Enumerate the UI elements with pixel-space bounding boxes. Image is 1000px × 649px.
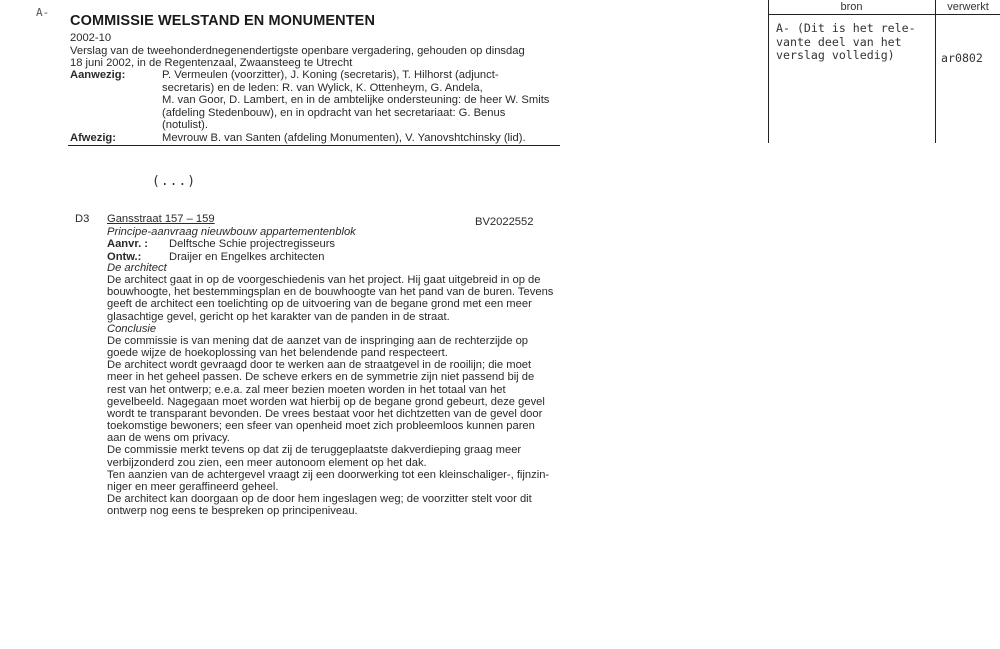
body-line: De commissie is van mening dat de aanzet van de inspringing aan de rechterzijde op	[107, 334, 529, 347]
applicant-label: Aanvr. :	[107, 238, 149, 250]
architect-heading: De architect	[107, 262, 167, 274]
item-address: Gansstraat 157 – 159	[107, 213, 215, 225]
omission-ellipsis: (...)	[152, 174, 197, 189]
body-line: aan de wens om privacy.	[107, 432, 230, 445]
present-line: M. van Goor, D. Lambert, en in de ambtelijke ondersteuning: de heer W. Smits	[162, 94, 550, 106]
source-note-line: vante deel van het	[776, 34, 902, 49]
column-header-processed: verwerkt	[947, 1, 989, 13]
intro-line-1: Verslag van de tweehonderdnegenendertigste openbare vergadering, gehouden op dinsdag	[70, 45, 525, 57]
body-line: glasachtige gevel, gericht op het karakter van de panden in de straat.	[107, 310, 450, 323]
source-box-header-rule	[768, 14, 1000, 15]
designer-value: Draijer en Engelkes architecten	[169, 250, 325, 263]
body-line: wordt te transparant bevonden. De vrees bestaat voor het dichtzetten van de gevel door	[107, 407, 543, 420]
margin-mark: A-	[36, 6, 50, 19]
body-line: bouwhoogte, het bestemmingsplan en de bouwhoogte van het pand van de buren. Tevens	[107, 286, 554, 299]
source-box-left-border	[768, 0, 769, 143]
source-note-line: A- (Dit is het rele-	[776, 21, 916, 35]
body-line: gevelbeeld. Nagegaan moet worden wat hierbij op de begane grond gebeurt, deze gevel	[107, 395, 545, 408]
body-line: Ten aanzien van de achtergevel vraagt zij een doorwerking tot een kleinschaliger-, fijnzin-	[107, 468, 550, 481]
present-line: (notulist).	[162, 119, 209, 131]
body-line: De architect gaat in op de voorgeschiedenis van het project. Hij gaat uitgebreid in op de	[107, 274, 541, 287]
body-line: niger en meer geraffineerd geheel.	[107, 480, 279, 493]
body-line: De commissie merkt tevens op dat zij de teruggeplaatste dakverdieping graag meer	[107, 444, 522, 457]
item-body	[107, 262, 553, 517]
body-line: rest van het ontwerp; e.e.a. zal meer bezien moeten worden in het totaal van het	[107, 383, 506, 396]
conclusion-heading: Conclusie	[107, 322, 157, 335]
header-divider	[68, 145, 560, 146]
absent-label: Afwezig:	[70, 131, 116, 144]
body-line: meer in het geheel passen. De scheve erkers en de symmetrie zijn niet passend bij de	[107, 371, 535, 384]
body-line: goede wijze de hoekoplossing van het belendende pand respecteert.	[107, 347, 448, 360]
body-line: toekomstige bewoners; een sfeer van openheid moet zich probleemloos kunnen paren	[107, 420, 535, 433]
body-line: verbijzonderd zou zien, een meer autonoom element op het dak.	[107, 456, 427, 469]
source-box-divider	[935, 0, 936, 143]
present-line: P. Vermeulen (voorzitter), J. Koning (secretaris), T. Hilhorst (adjunct-	[162, 69, 499, 81]
designer-label: Ontw.:	[107, 250, 142, 263]
column-header-source: bron	[840, 1, 863, 13]
item-subtitle: Principe-aanvraag nieuwbouw appartementenblok	[107, 225, 356, 238]
intro-line-2: 18 juni 2002, in de Regentenzaal, Zwaansteeg te Utrecht	[70, 57, 353, 69]
item-reference: BV2022552	[475, 216, 534, 228]
source-note-line: verslag volledig)	[776, 48, 895, 62]
processed-code: ar0802	[941, 51, 983, 65]
body-line: De architect wordt gevraagd door te werken aan de straatgevel in de rooilijn; die moet	[107, 359, 532, 372]
document-title: COMMISSIE WELSTAND EN MONUMENTEN	[70, 13, 376, 29]
body-line: De architect kan doorgaan op de door hem ingeslagen weg; de voorzitter stelt voor dit	[107, 492, 532, 505]
item-code: D3	[75, 213, 90, 225]
present-label: Aanwezig:	[70, 69, 126, 81]
absent-text: Mevrouw B. van Santen (afdeling Monumenten), V. Yanovshtchinsky (lid).	[162, 131, 526, 144]
applicant-value: Delftsche Schie projectregisseurs	[169, 238, 336, 250]
present-line: secretaris) en de leden: R. van Wylick, K. Ottenheym, G. Andela,	[162, 81, 483, 94]
meeting-number: 2002-10	[70, 32, 112, 44]
body-line: geeft de architect een toelichting op de uitvoering van de begane grond met een meer	[107, 298, 532, 311]
body-line: ontwerp nog eens te bespreken op principeniveau.	[107, 505, 358, 518]
present-line: (afdeling Stedenbouw), en in opdracht van het secretariaat: G. Benus	[162, 106, 506, 119]
